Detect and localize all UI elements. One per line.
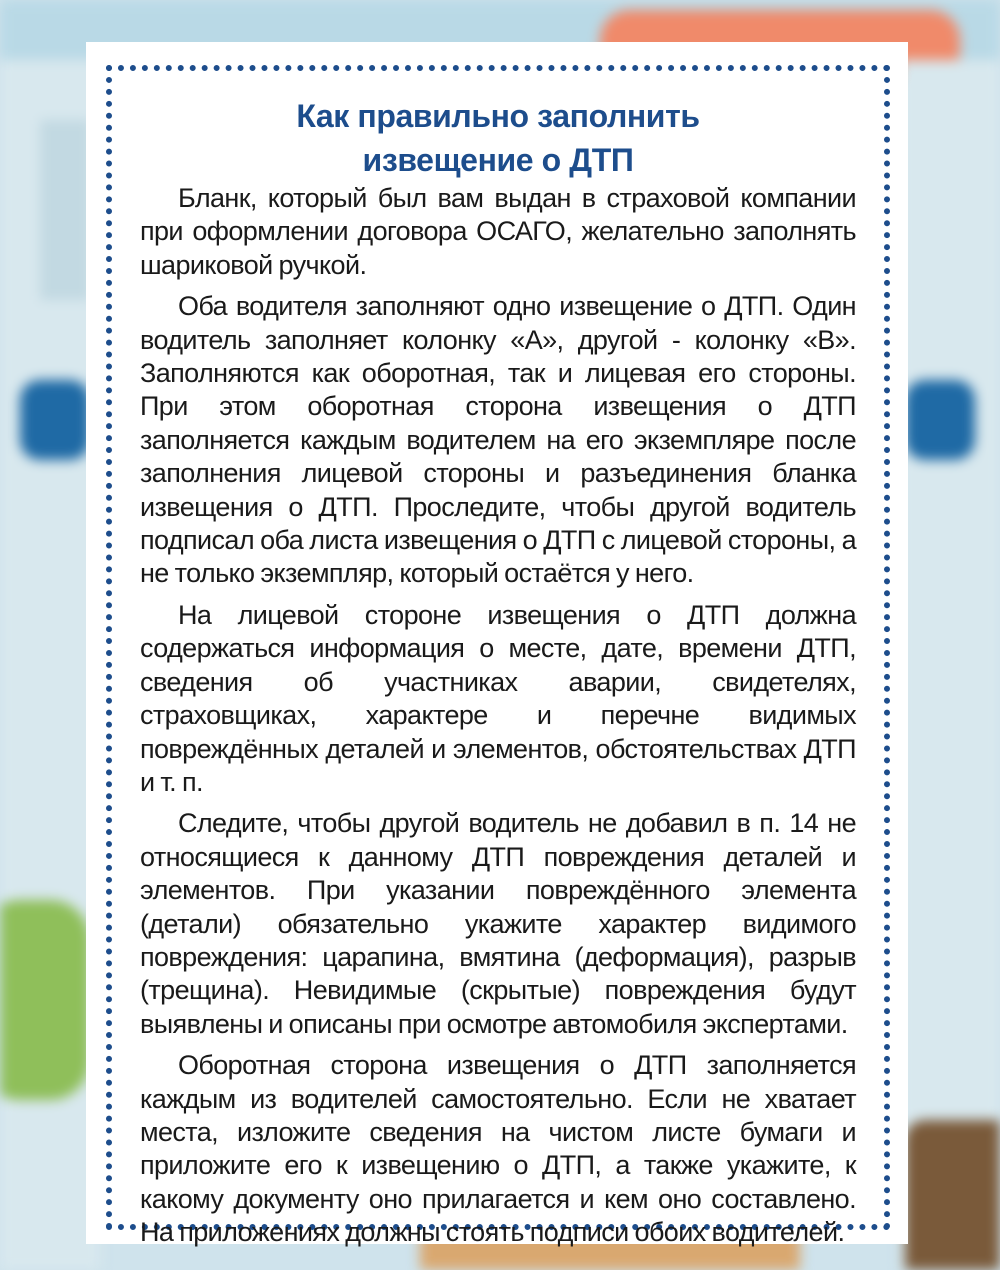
- paragraph-3: На лицевой стороне извещения о ДТП должна содержаться информация о месте, дате, времени ДТП, сведения об участниках аварии, свидетелях, страховщиках, характере и перечне видимых повреждённых деталей и элементов, обстоятельствах ДТП и т. п.: [140, 599, 856, 797]
- title-line-1: Как правильно заполнить: [296, 98, 700, 134]
- article-card: [86, 42, 908, 1248]
- article-content: [140, 94, 856, 1258]
- paragraph-2: Оба водителя заполняют одно извещение о ДТП. Один водитель заполняет колонку «А», другой - колонку «В». Заполняются как оборотная, так и лицевая его стороны. При этом оборотная сторона извещения о ДТП заполняется каждым водителем на его экземпляре после заполнения лицевой стороны и разъединения бланка извещения о ДТП. Проследите, чтобы другой водитель подписал оба листа извещения о ДТП с лицевой стороны, а не только экземпляр, который остаётся у него.: [140, 291, 856, 589]
- article-title: [140, 94, 856, 182]
- title-line-2: извещение о ДТП: [362, 142, 634, 178]
- paragraph-5: Оборотная сторона извещения о ДТП заполняется каждым из водителей самостоятельно. Если не хватает места, изложите сведения на чистом листе бумаги и приложите его к извещению о ДТП, а также укажите, к какому документу оно прилагается и кем оно составлено. На приложениях должны стоять подписи обоих водителей.: [140, 1050, 856, 1248]
- paragraph-1: Бланк, который был вам выдан в страховой компании при оформлении договора ОСАГО, желательно заполнять шариковой ручкой.: [140, 183, 856, 280]
- paragraph-4: Следите, чтобы другой водитель не добавил в п. 14 не относящиеся к данному ДТП повреждения деталей и элементов. При указании повреждённого элемента (детали) обязательно укажите характер видимого повреждения: царапина, вмятина (деформация), разрыв (трещина). Невидимые (скрытые) повреждения будут выявлены и описаны при осмотре автомобиля экспертами.: [140, 808, 856, 1039]
